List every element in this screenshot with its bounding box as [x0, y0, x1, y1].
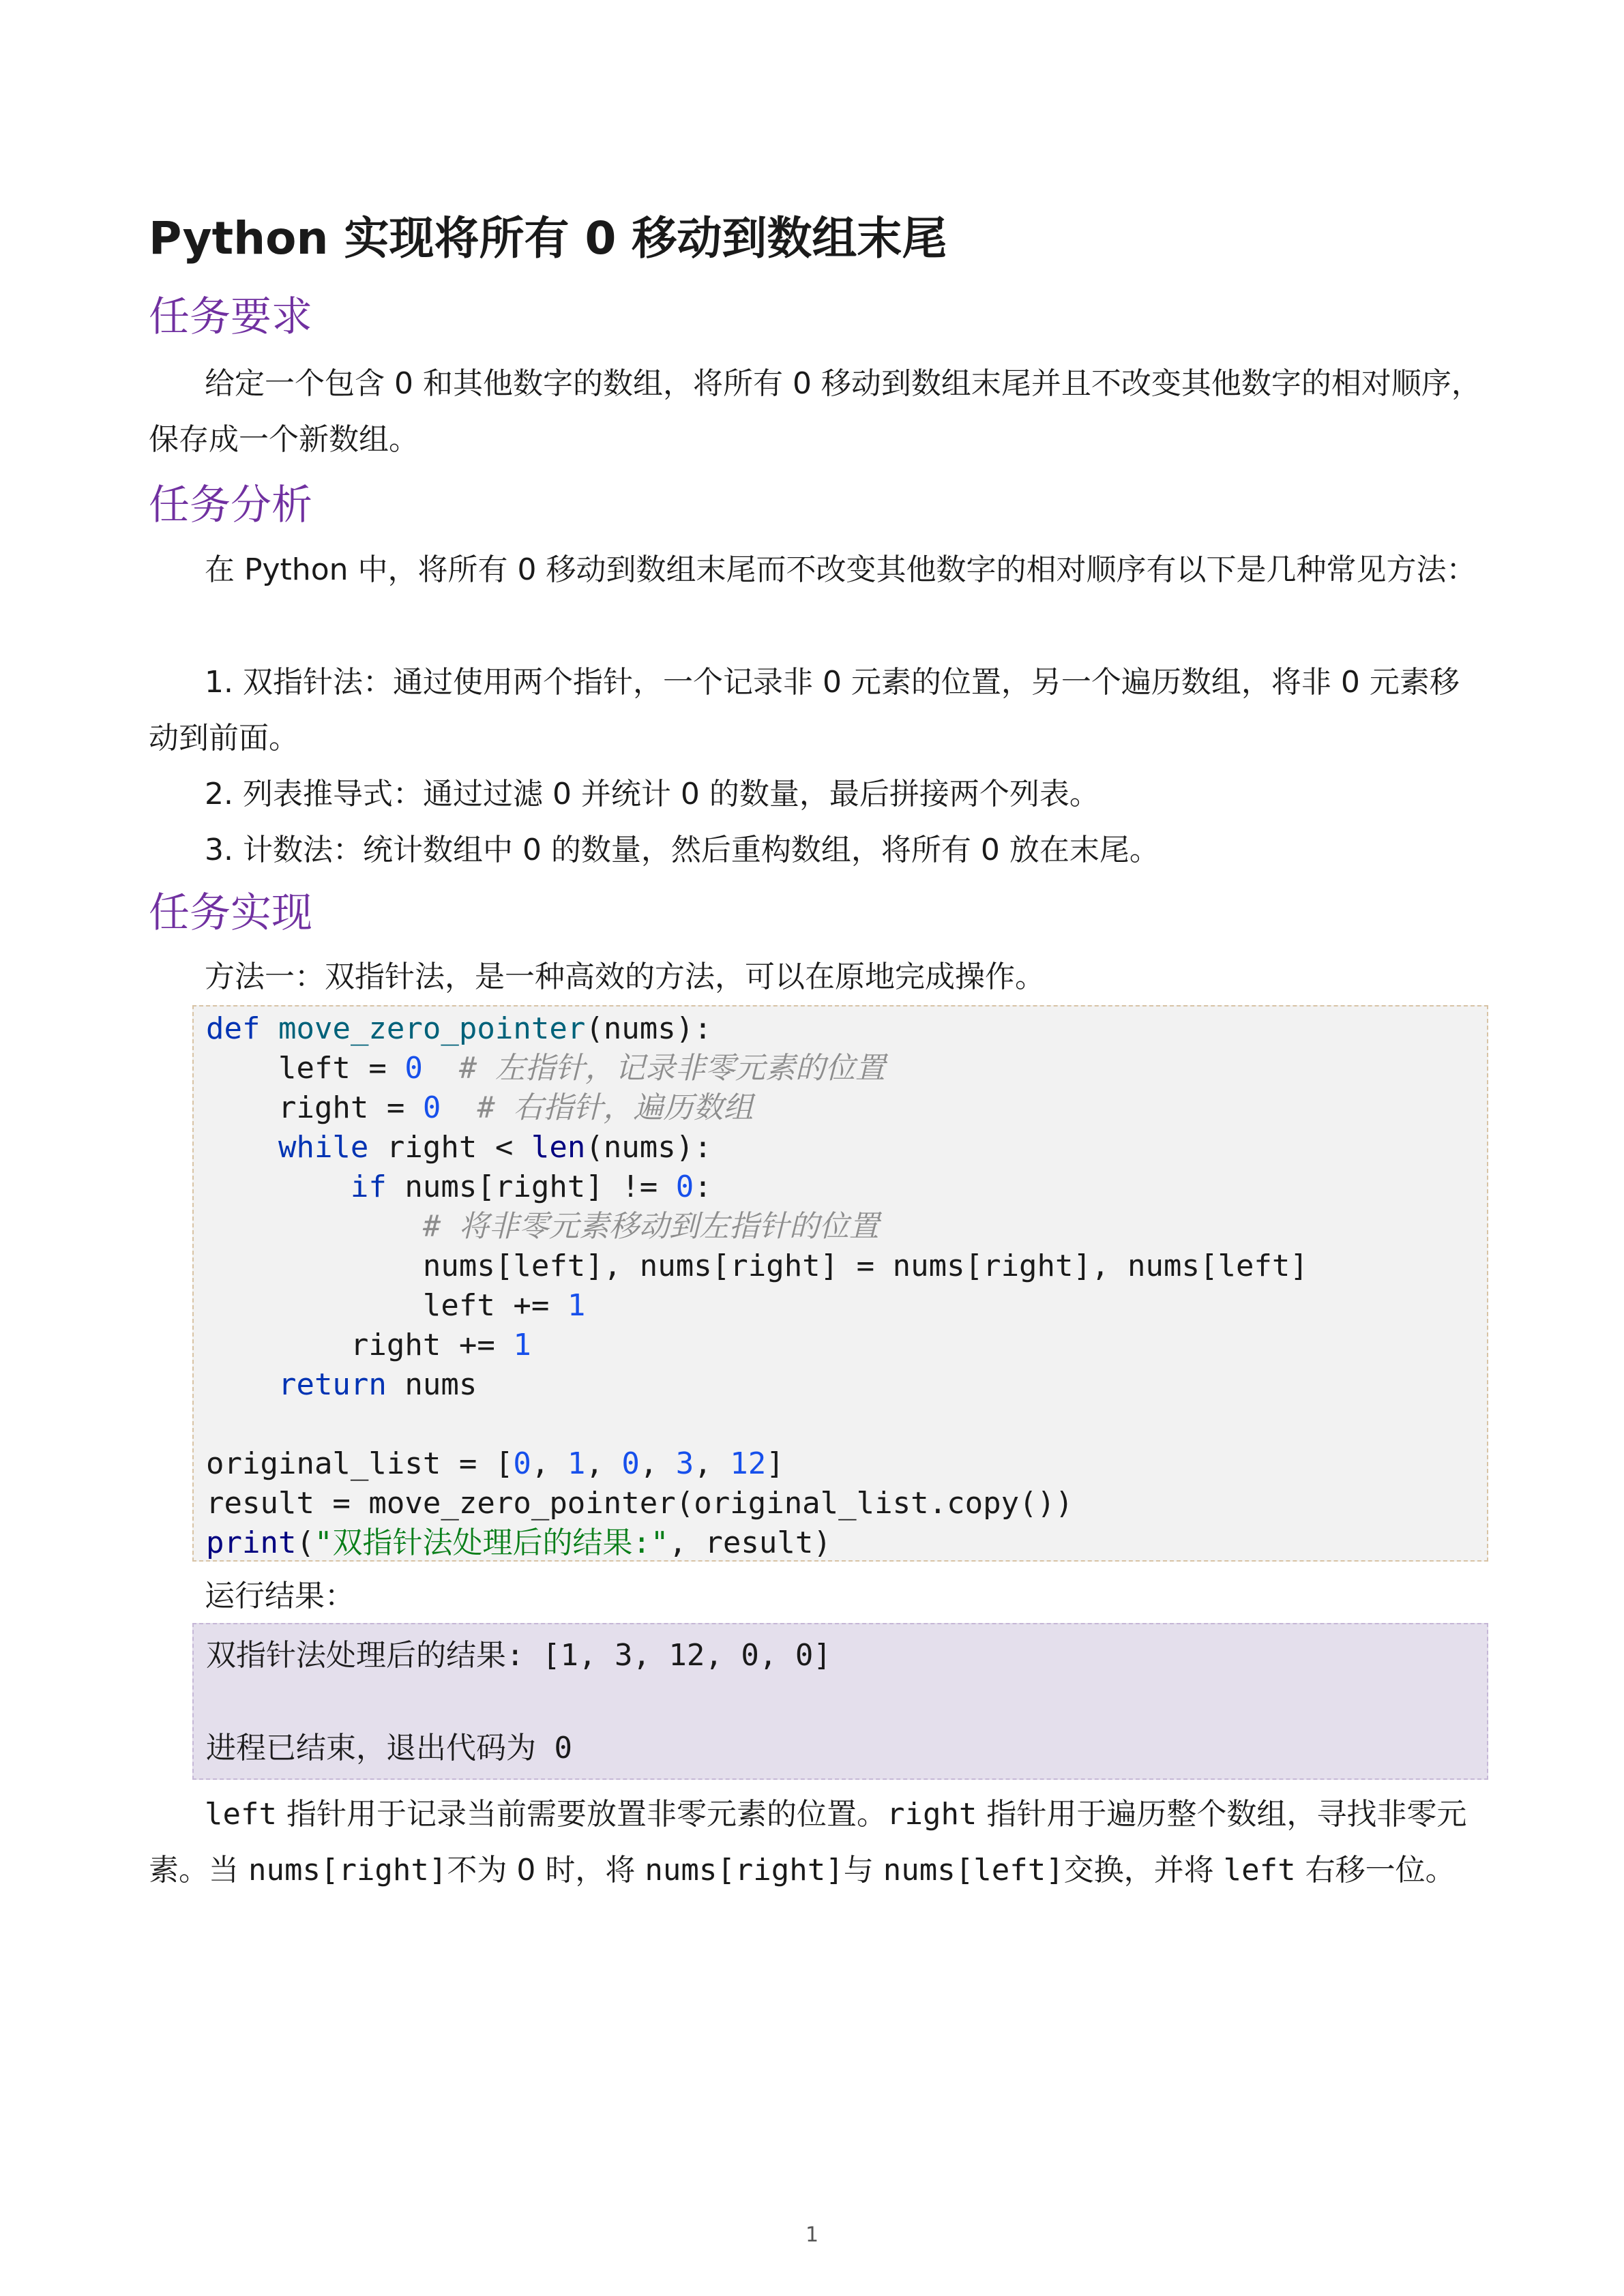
code-line: result = move_zero_pointer(original_list.copy()) — [206, 1486, 1074, 1521]
code-line: left = 0 # 左指针，记录非零元素的位置 — [206, 1051, 885, 1086]
code-line: def move_zero_pointer(nums): — [206, 1011, 712, 1046]
code-line: print("双指针法处理后的结果:", result) — [206, 1525, 831, 1560]
output-line: 双指针法处理后的结果: [1, 3, 12, 0, 0] — [206, 1638, 831, 1673]
code-line: while right < len(nums): — [206, 1130, 712, 1165]
method-one-text: 方法一：双指针法，是一种高效的方法，可以在原地完成操作。 — [205, 959, 1045, 994]
analysis-item-1: 1. 双指针法：通过使用两个指针，一个记录非 0 元素的位置，另一个遍历数组，将非 0 元素移动到前面。 — [149, 665, 1460, 756]
analysis-item-3: 3. 计数法：统计数组中 0 的数量，然后重构数组，将所有 0 放在末尾。 — [205, 833, 1160, 867]
code-line: return nums — [206, 1367, 477, 1402]
requirement-text: 给定一个包含 0 和其他数字的数组，将所有 0 移动到数组末尾并且不改变其他数字的相对顺序，保存成一个新数组。 — [149, 366, 1481, 457]
explanation-text: left 指针用于记录当前需要放置非零元素的位置。right 指针用于遍历整个数组，寻找非零元素。当 nums[right]不为 0 时，将 nums[right]与 nums[left]交换，并将 left 右移一位。 — [149, 1797, 1467, 1888]
code-line: if nums[right] != 0: — [206, 1169, 712, 1204]
code-line: original_list = [0, 1, 0, 3, 12] — [206, 1446, 784, 1481]
heading-implementation: 任务实现 — [149, 889, 312, 937]
page-number: 1 — [805, 2223, 819, 2247]
code-line: left += 1 — [206, 1288, 586, 1323]
code-line: nums[left], nums[right] = nums[right], nums[left] — [206, 1249, 1308, 1283]
output-label: 运行结果： — [205, 1579, 355, 1613]
code-line: right = 0 # 右指针，遍历数组 — [206, 1090, 754, 1125]
code-line: right += 1 — [206, 1328, 531, 1362]
analysis-item-2: 2. 列表推导式：通过过滤 0 并统计 0 的数量，最后拼接两个列表。 — [205, 777, 1099, 811]
heading-analysis: 任务分析 — [149, 481, 312, 529]
heading-requirement: 任务要求 — [149, 293, 312, 341]
output-block — [192, 1623, 1488, 1780]
output-line: 进程已结束，退出代码为 0 — [206, 1731, 572, 1765]
analysis-intro: 在 Python 中，将所有 0 移动到数组末尾而不改变其他数字的相对顺序有以下是几种常见方法： — [205, 552, 1477, 587]
code-line: # 将非零元素移动到左指针的位置 — [206, 1209, 879, 1244]
code-block — [192, 1005, 1488, 1562]
page-title: Python 实现将所有 0 移动到数组末尾 — [149, 212, 947, 265]
